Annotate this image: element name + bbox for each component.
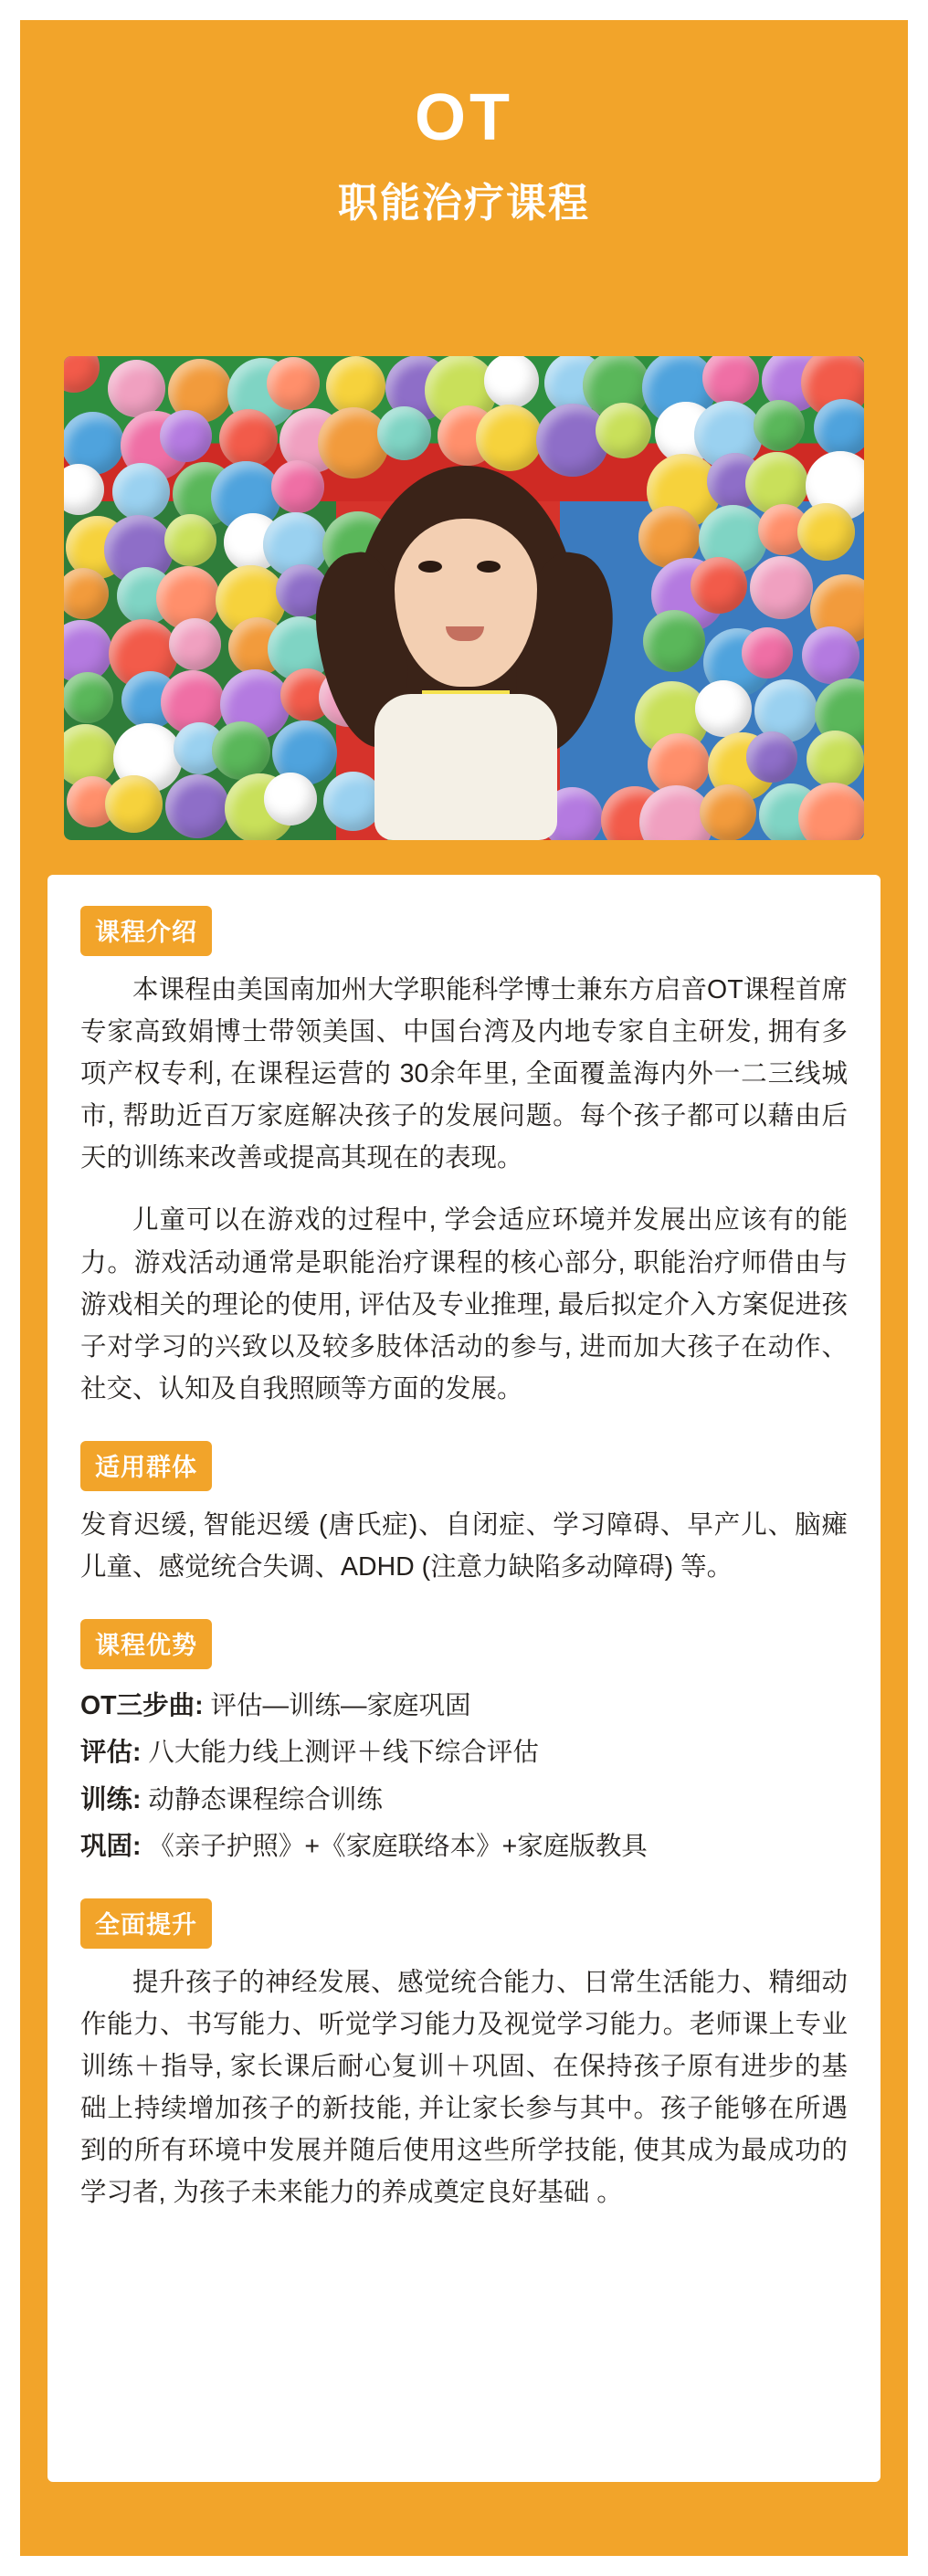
list-item-label: OT三步曲: bbox=[80, 1691, 204, 1721]
list-item-label: 巩固: bbox=[80, 1831, 142, 1861]
section-course-advantages bbox=[80, 1619, 848, 1866]
list-item bbox=[80, 1732, 848, 1773]
list-item-label: 评估: bbox=[80, 1738, 142, 1768]
section-target-group bbox=[80, 1441, 848, 1588]
hero-image bbox=[64, 356, 864, 840]
list-item bbox=[80, 1686, 848, 1727]
list-item-value: 八大能力线上测评＋线下综合评估 bbox=[148, 1738, 539, 1768]
list-item-label: 训练: bbox=[80, 1784, 142, 1814]
list-item bbox=[80, 1826, 848, 1867]
section-tag-overall-improvement: 全面提升 bbox=[80, 1898, 212, 1949]
poster-card bbox=[20, 20, 908, 2556]
page-subtitle: 职能治疗课程 bbox=[338, 180, 590, 226]
poster-header bbox=[20, 20, 908, 274]
list-item bbox=[80, 1780, 848, 1821]
advantage-list bbox=[80, 1686, 848, 1866]
list-item-value: 评估—训练—家庭巩固 bbox=[210, 1691, 471, 1721]
paragraph: 发育迟缓, 智能迟缓 (唐氏症)、自闭症、学习障碍、早产儿、脑瘫儿童、感觉统合失调、ADHD (注意力缺陷多动障碍) 等。 bbox=[80, 1510, 848, 1582]
section-overall-improvement bbox=[80, 1898, 848, 2214]
list-item-value: 动静态课程综合训练 bbox=[148, 1784, 383, 1814]
section-course-intro bbox=[80, 906, 848, 1411]
section-tag-target-group: 适用群体 bbox=[80, 1441, 212, 1491]
section-tag-course-advantages: 课程优势 bbox=[80, 1619, 212, 1669]
paragraph: 提升孩子的神经发展、感觉统合能力、日常生活能力、精细动作能力、书写能力、听觉学习能力及视觉学习能力。老师课上专业训练＋指导, 家长课后耐心复训＋巩固、在保持孩子原有进步的基础上持续增加孩子的新技能, 并让家长参与其中。孩子能够在所遇到的所有环境中发展并随后使用这些所学技能, 使其成为最成功的学习者, 为孩子未来能力的养成奠定良好基础 。 bbox=[80, 1967, 848, 2208]
paragraph: 本课程由美国南加州大学职能科学博士兼东方启音OT课程首席专家高致娟博士带领美国、中国台湾及内地专家自主研发, 拥有多项产权专利, 在课程运营的 30余年里, 全面覆盖海内外一二三线城市, 帮助近百万家庭解决孩子的发展问题。每个孩子都可以藉由后天的训练来改善或提高其现在的表现。 bbox=[80, 974, 848, 1173]
page-title: OT bbox=[415, 81, 513, 154]
hero-photo bbox=[64, 356, 864, 840]
section-tag-course-intro: 课程介绍 bbox=[80, 906, 212, 956]
list-item-value: 《亲子护照》+《家庭联络本》+家庭版教具 bbox=[148, 1831, 648, 1861]
paragraph: 儿童可以在游戏的过程中, 学会适应环境并发展出应该有的能力。游戏活动通常是职能治疗课程的核心部分, 职能治疗师借由与游戏相关的理论的使用, 评估及专业推理, 最后拟定介入方案促进孩子对学习的兴致以及较多肢体活动的参与, 进而加大孩子在动作、社交、认知及自我照顾等方面的发展。 bbox=[80, 1205, 848, 1404]
child-figure bbox=[338, 466, 594, 831]
content-panel bbox=[47, 875, 881, 2482]
